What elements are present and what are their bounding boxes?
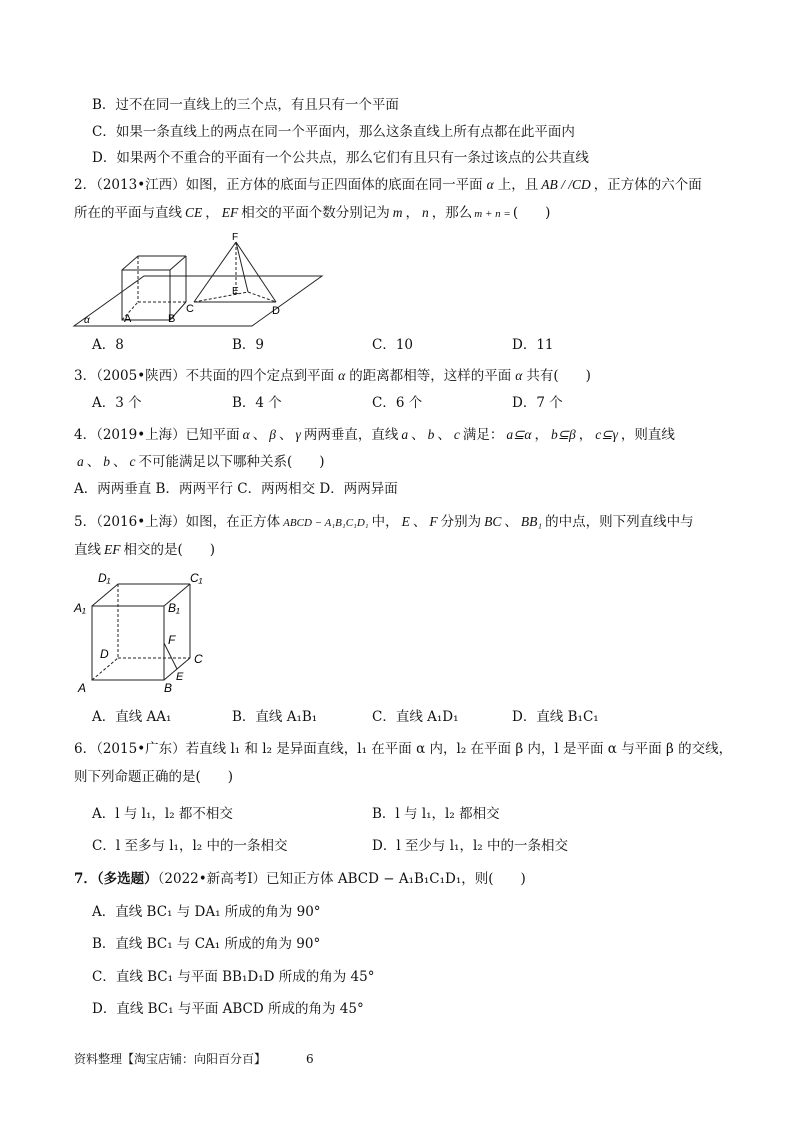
q2-stem-line1: 2．（2013•江西）如图，正方体的底面与正四面体的底面在同一平面 α 上，且 AB / /CD ，正方体的六个面 [74, 177, 702, 193]
page-number: 6 [306, 1052, 314, 1066]
q2-figure [72, 230, 332, 330]
fig-label: B [164, 681, 173, 695]
q7-option-d: D．直线 BC₁ 与平面 ABCD 所成的角为 45° [92, 1001, 364, 1017]
q2-option-b: B．9 [232, 337, 265, 353]
fig-label: D₁ [98, 571, 111, 585]
q6-option-c: C．l 至多与 l₁，l₂ 中的一条相交 [92, 838, 288, 854]
q2-option-c: C．10 [372, 337, 414, 353]
q7-option-c: C．直线 BC₁ 与平面 BB₁D₁D 所成的角为 45° [92, 969, 375, 985]
q5-option-d: D．直线 B₁C₁ [512, 709, 599, 725]
fig-label: F [232, 232, 239, 243]
fig-label: D [272, 305, 280, 317]
q5-stem-line2: 直线 EF 相交的是( ) [74, 542, 216, 558]
q7-option-b: B．直线 BC₁ 与 CA₁ 所成的角为 90° [92, 936, 321, 952]
footer-source: 资料整理【淘宝店铺：向阳百分百】 [74, 1052, 267, 1066]
q4-stem-line1: 4．（2019•上海）已知平面 α 、 β 、 γ 两两垂直，直线 a 、 b 、 c 满足： a⊆α ， b⊆β ， c⊆γ ，则直线 [74, 427, 675, 443]
q5-option-c: C．直线 A₁D₁ [372, 709, 459, 725]
q2-stem-line2: 所在的平面与直线 CE ， EF 相交的平面个数分别记为 m ， n ，那么 m + n = ( ) [74, 205, 551, 221]
q1-option-c: C．如果一条直线上的两点在同一个平面内，那么这条直线上所有点都在此平面内 [92, 124, 575, 140]
fig-label: A [124, 313, 132, 325]
q6-option-a: A．l 与 l₁，l₂ 都不相交 [92, 806, 233, 822]
q3-option-b: B．4 个 [232, 395, 282, 411]
q6-stem-line2: 则下列命题正确的是( ) [74, 769, 234, 785]
q6-option-b: B．l 与 l₁，l₂ 都相交 [372, 806, 500, 822]
fig-label: E [176, 671, 184, 683]
q7-stem: 7．（多选题）（2022•新高考Ⅰ）已知正方体 ABCD − A₁B₁C₁D₁，则( ) [74, 871, 526, 887]
fig-label: B [168, 313, 176, 325]
q2-option-d: D．11 [512, 337, 554, 353]
fig-label: A₁ [74, 601, 86, 615]
q1-option-d: D．如果两个不重合的平面有一个公共点，那么它们有且只有一条过该点的公共直线 [92, 150, 589, 166]
q6-option-d: D．l 至少与 l₁，l₂ 中的一条相交 [372, 838, 568, 854]
q3-stem: 3．（2005•陕西）不共面的四个定点到平面 α 的距离都相等，这样的平面 α 共有( ) [74, 368, 591, 384]
q1-option-b: B．过不在同一直线上的三个点，有且只有一个平面 [92, 97, 399, 113]
q7-option-a: A．直线 BC₁ 与 DA₁ 所成的角为 90° [92, 904, 321, 920]
q5-figure [72, 568, 212, 696]
q4-stem-line2: a 、 b 、 c 不可能满足以下哪种关系( ) [77, 454, 325, 470]
q5-stem-line1: 5．（2016•上海）如图，在正方体 ABCD − A₁B₁C₁D₁ 中， E 、 F 分别为 BC 、 BB₁ 的中点，则下列直线中与 [74, 514, 694, 530]
fig-label: A [78, 681, 87, 695]
fig-label: D [100, 647, 109, 661]
q6-stem-line1: 6．（2015•广东）若直线 l₁ 和 l₂ 是异面直线，l₁ 在平面 α 内，l₂ 在平面 β 内，l 是平面 α 与平面 β 的交线， [74, 741, 733, 757]
fig-label: B₁ [168, 601, 180, 615]
q3-option-c: C．6 个 [372, 395, 423, 411]
fig-label: C [186, 303, 194, 315]
fig-label: α [84, 315, 90, 326]
fig-label: C₁ [190, 571, 203, 585]
q5-option-b: B．直线 A₁B₁ [232, 709, 318, 725]
fig-label: F [168, 633, 176, 647]
q3-option-d: D．7 个 [512, 395, 563, 411]
q2-option-a: A．8 [92, 337, 124, 353]
fig-label: E [232, 286, 239, 297]
q4-options: A．两两垂直 B．两两平行 C．两两相交 D．两两异面 [74, 481, 398, 497]
q5-option-a: A．直线 AA₁ [92, 709, 172, 725]
q3-option-a: A．3 个 [92, 395, 142, 411]
fig-label: C [194, 652, 203, 666]
